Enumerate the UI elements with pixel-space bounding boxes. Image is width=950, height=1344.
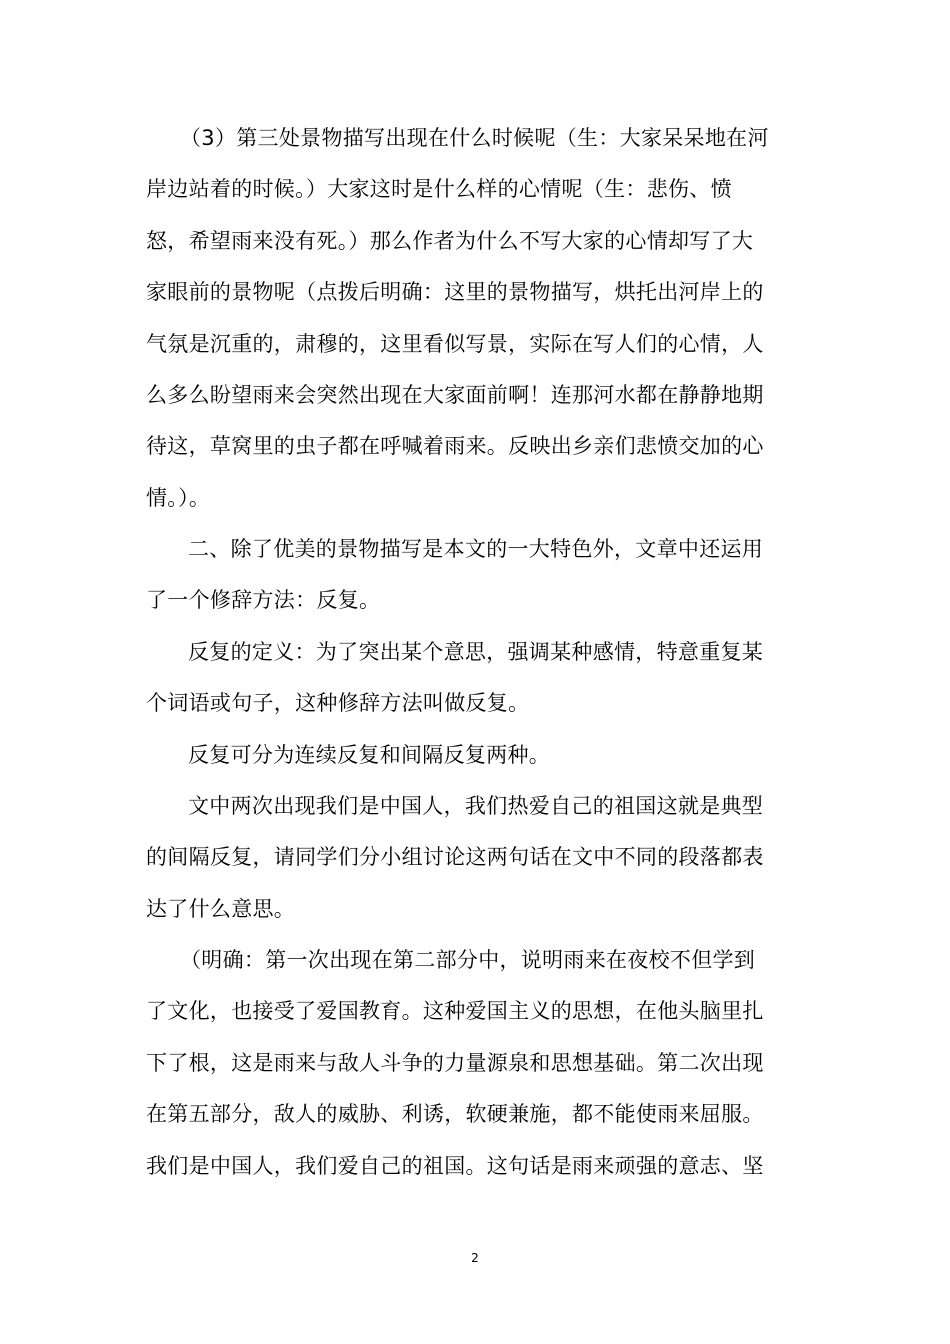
text-line: 反复可分为连续反复和间隔反复两种。: [188, 743, 551, 767]
text-line: 家眼前的景物呢（点拨后明确：这里的景物描写，烘托出河岸上的: [146, 280, 764, 304]
text-line: 待这，草窝里的虫子都在呼喊着雨来。反映出乡亲们悲愤交加的心: [146, 434, 764, 458]
text-line: 了一个修辞方法：反复。: [146, 588, 381, 612]
text-line: 的间隔反复，请同学们分小组讨论这两句话在文中不同的段落都表: [146, 845, 764, 869]
text-line: 在第五部分，敌人的威胁、利诱，软硬兼施，都不能使雨来屈服。: [146, 1102, 764, 1126]
text-line: 气氛是沉重的，肃穆的，这里看似写景，实际在写人们的心情，人: [146, 332, 764, 356]
text-line: （3）第三处景物描写出现在什么时候呢（生：大家呆呆地在河: [180, 126, 769, 150]
text-line: 反复的定义：为了突出某个意思，强调某种感情，特意重复某: [188, 640, 764, 664]
page-number: 2: [471, 1251, 479, 1265]
text-line: 个词语或句子，这种修辞方法叫做反复。: [146, 691, 530, 715]
text-line: 情。）。: [146, 486, 211, 510]
text-line: 岸边站着的时候。）大家这时是什么样的心情呢（生：悲伤、愤: [146, 177, 732, 201]
text-line: 文中两次出现我们是中国人，我们热爱自己的祖国这就是典型: [188, 794, 764, 818]
text-line: 了文化，也接受了爱国教育。这种爱国主义的思想，在他头脑里扎: [146, 999, 764, 1023]
text-line: （明确：第一次出现在第二部分中，说明雨来在夜校不但学到: [180, 948, 756, 972]
text-line: 怒，希望雨来没有死。）那么作者为什么不写大家的心情却写了大: [146, 229, 754, 253]
text-line: 我们是中国人，我们爱自己的祖国。这句话是雨来顽强的意志、坚: [146, 1154, 764, 1178]
text-line: 二、除了优美的景物描写是本文的一大特色外，文章中还运用: [188, 537, 764, 561]
text-line: 达了什么意思。: [146, 897, 296, 921]
text-line: 下了根，这是雨来与敌人斗争的力量源泉和思想基础。第二次出现: [146, 1051, 764, 1075]
text-line: 么多么盼望雨来会突然出现在大家面前啊！连那河水都在静静地期: [146, 383, 764, 407]
